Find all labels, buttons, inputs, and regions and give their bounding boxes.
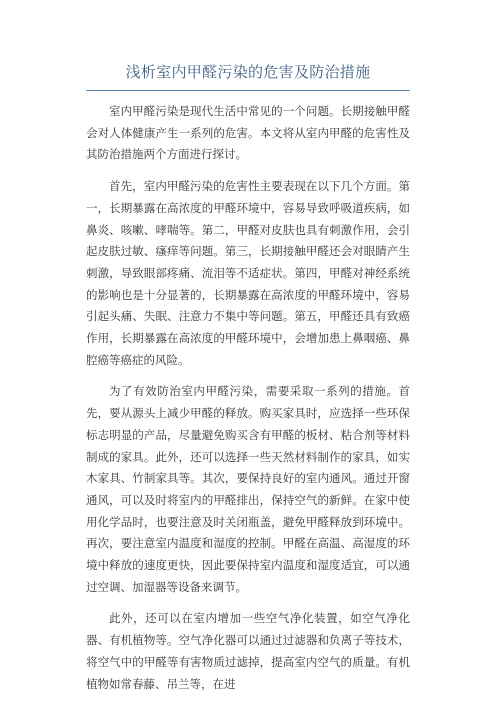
document-title: 浅析室内甲醛污染的危害及防治措施	[125, 63, 371, 81]
title-underline	[86, 90, 410, 91]
document-body	[86, 101, 410, 695]
paragraph-hazards: 首先，室内甲醛污染的危害性主要表现在以下几个方面。第一，长期暴露在高浓度的甲醛环境中，容易导致呼吸道疾病，如鼻炎、咳嗽、哮喘等。第二，甲醛对皮肤也具有刺激作用，会引起皮肤过敏、瘙痒等问题。第三，长期接触甲醛还会对眼睛产生刺激，导致眼部疼痛、流泪等不适症状。第四，甲醛对神经系统的影响也是十分显著的，长期暴露在高浓度的甲醛环境中，容易引起头痛、失眠、注意力不集中等问题。第五，甲醛还具有致癌作用，长期暴露在高浓度的甲醛环境中，会增加患上鼻咽癌、鼻腔癌等癌症的风险。	[86, 179, 410, 367]
paragraph-prevention: 为了有效防治室内甲醛污染，需要采取一系列的措施。首先，要从源头上减少甲醛的释放。购买家具时，应选择一些环保标志明显的产品，尽量避免购买含有甲醛的板材、粘合剂等材料制成的家具。此外，还可以选择一些天然材料制作的家具，如实木家具、竹制家具等。其次，要保持良好的室内通风。通过开窗通风，可以及时将室内的甲醛排出，保持空气的新鲜。在家中使用化学品时，也要注意及时关闭瓶盖，避免甲醛释放到环境中。再次，要注意室内温度和湿度的控制。甲醛在高温、高湿度的环境中释放的速度更快，因此要保持室内温度和湿度适宜，可以通过空调、加湿器等设备来调节。	[86, 384, 410, 594]
paragraph-purification: 此外，还可以在室内增加一些空气净化装置，如空气净化器、有机植物等。空气净化器可以通过过滤器和负离子等技术，将空气中的甲醛等有害物质过滤掉，提高室内空气的质量。有机植物如常春藤、吊兰等，在进	[86, 611, 410, 691]
paragraph-intro: 室内甲醛污染是现代生活中常见的一个问题。长期接触甲醛会对人体健康产生一系列的危害。本文将从室内甲醛的危害性及其防治措施两个方面进行探讨。	[86, 104, 410, 162]
